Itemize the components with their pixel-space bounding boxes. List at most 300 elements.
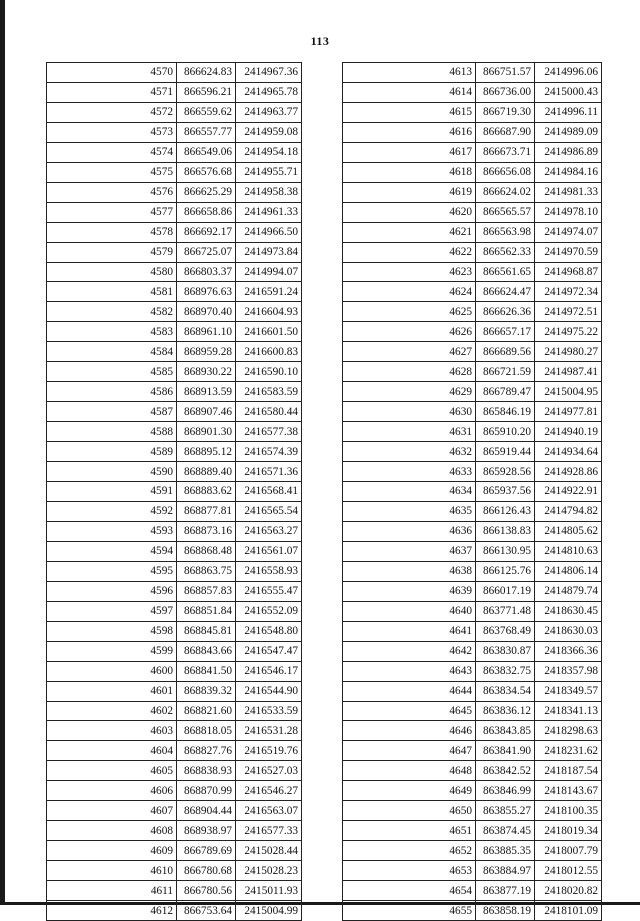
table-row <box>47 222 302 242</box>
table-row <box>343 621 602 641</box>
x-coordinate-cell: 865910.20 <box>476 422 535 442</box>
x-coordinate-cell: 866559.62 <box>177 102 236 122</box>
table-row <box>47 641 302 661</box>
table-row <box>343 262 602 282</box>
table-row <box>343 162 602 182</box>
table-row <box>343 402 602 422</box>
table-row <box>343 482 602 502</box>
x-coordinate-cell: 868827.76 <box>177 741 236 761</box>
y-coordinate-cell: 2416546.17 <box>236 661 302 681</box>
table-row <box>343 761 602 781</box>
table-row <box>343 322 602 342</box>
table-row <box>47 621 302 641</box>
y-coordinate-cell: 2416544.90 <box>236 681 302 701</box>
point-number-cell: 4653 <box>343 861 476 881</box>
table-row <box>343 362 602 382</box>
table-row <box>47 422 302 442</box>
y-coordinate-cell: 2416531.28 <box>236 721 302 741</box>
point-number-cell: 4579 <box>47 242 177 262</box>
y-coordinate-cell: 2418020.82 <box>535 881 602 901</box>
y-coordinate-cell: 2414978.10 <box>535 202 602 222</box>
x-coordinate-cell: 866563.98 <box>476 222 535 242</box>
point-number-cell: 4646 <box>343 721 476 741</box>
x-coordinate-cell: 865937.56 <box>476 482 535 502</box>
point-number-cell: 4578 <box>47 222 177 242</box>
point-number-cell: 4587 <box>47 402 177 422</box>
y-coordinate-cell: 2416600.83 <box>236 342 302 362</box>
table-row <box>343 222 602 242</box>
table-row <box>343 601 602 621</box>
table-row <box>343 541 602 561</box>
point-number-cell: 4634 <box>343 482 476 502</box>
point-number-cell: 4630 <box>343 402 476 422</box>
point-number-cell: 4636 <box>343 521 476 541</box>
x-coordinate-cell: 866565.57 <box>476 202 535 222</box>
point-number-cell: 4631 <box>343 422 476 442</box>
table-row <box>47 781 302 801</box>
point-number-cell: 4616 <box>343 122 476 142</box>
x-coordinate-cell: 868863.75 <box>177 561 236 581</box>
y-coordinate-cell: 2416604.93 <box>236 302 302 322</box>
table-row <box>343 641 602 661</box>
x-coordinate-cell: 863884.97 <box>476 861 535 881</box>
x-coordinate-cell: 865919.44 <box>476 442 535 462</box>
x-coordinate-cell: 863841.90 <box>476 741 535 761</box>
x-coordinate-cell: 866673.71 <box>476 142 535 162</box>
point-number-cell: 4625 <box>343 302 476 322</box>
point-number-cell: 4648 <box>343 761 476 781</box>
point-number-cell: 4599 <box>47 641 177 661</box>
table-row <box>47 861 302 881</box>
x-coordinate-cell: 866562.33 <box>476 242 535 262</box>
table-row <box>343 521 602 541</box>
y-coordinate-cell: 2414955.71 <box>236 162 302 182</box>
point-number-cell: 4575 <box>47 162 177 182</box>
x-coordinate-cell: 868895.12 <box>177 442 236 462</box>
y-coordinate-cell: 2414940.19 <box>535 422 602 442</box>
table-row <box>47 102 302 122</box>
table-row <box>343 102 602 122</box>
x-coordinate-cell: 868913.59 <box>177 382 236 402</box>
x-coordinate-cell: 868839.32 <box>177 681 236 701</box>
table-row <box>343 182 602 202</box>
y-coordinate-cell: 2416561.07 <box>236 541 302 561</box>
y-coordinate-cell: 2416563.07 <box>236 801 302 821</box>
table-row <box>47 761 302 781</box>
x-coordinate-cell: 866625.29 <box>177 182 236 202</box>
table-row <box>47 741 302 761</box>
y-coordinate-cell: 2418101.09 <box>535 901 602 921</box>
table-row <box>343 82 602 102</box>
point-number-cell: 4597 <box>47 601 177 621</box>
point-number-cell: 4612 <box>47 901 177 921</box>
x-coordinate-cell: 866656.08 <box>476 162 535 182</box>
x-coordinate-cell: 866624.83 <box>177 63 236 83</box>
y-coordinate-cell: 2416533.59 <box>236 701 302 721</box>
y-coordinate-cell: 2414968.87 <box>535 262 602 282</box>
table-row <box>47 382 302 402</box>
point-number-cell: 4624 <box>343 282 476 302</box>
table-row <box>47 601 302 621</box>
y-coordinate-cell: 2415028.44 <box>236 841 302 861</box>
point-number-cell: 4627 <box>343 342 476 362</box>
table-row <box>47 122 302 142</box>
y-coordinate-cell: 2418349.57 <box>535 681 602 701</box>
y-coordinate-cell: 2415028.23 <box>236 861 302 881</box>
point-number-cell: 4642 <box>343 641 476 661</box>
point-number-cell: 4645 <box>343 701 476 721</box>
x-coordinate-cell: 866789.47 <box>476 382 535 402</box>
page-number: 113 <box>310 34 330 48</box>
y-coordinate-cell: 2414928.86 <box>535 462 602 482</box>
x-coordinate-cell: 863834.54 <box>476 681 535 701</box>
x-coordinate-cell: 866658.86 <box>177 202 236 222</box>
y-coordinate-cell: 2414961.33 <box>236 202 302 222</box>
point-number-cell: 4611 <box>47 881 177 901</box>
point-number-cell: 4582 <box>47 302 177 322</box>
table-row <box>47 501 302 521</box>
x-coordinate-cell: 868868.48 <box>177 541 236 561</box>
table-row <box>47 462 302 482</box>
x-coordinate-cell: 866557.77 <box>177 122 236 142</box>
x-coordinate-cell: 866017.19 <box>476 581 535 601</box>
table-row <box>47 482 302 502</box>
coordinates-table-right <box>342 62 602 921</box>
x-coordinate-cell: 868841.50 <box>177 661 236 681</box>
y-coordinate-cell: 2418100.35 <box>535 801 602 821</box>
y-coordinate-cell: 2416601.50 <box>236 322 302 342</box>
x-coordinate-cell: 866780.56 <box>177 881 236 901</box>
point-number-cell: 4655 <box>343 901 476 921</box>
x-coordinate-cell: 868904.44 <box>177 801 236 821</box>
point-number-cell: 4623 <box>343 262 476 282</box>
x-coordinate-cell: 866721.59 <box>476 362 535 382</box>
point-number-cell: 4605 <box>47 761 177 781</box>
y-coordinate-cell: 2414996.11 <box>535 102 602 122</box>
table-row <box>47 162 302 182</box>
y-coordinate-cell: 2414963.77 <box>236 102 302 122</box>
x-coordinate-cell: 866751.57 <box>476 63 535 83</box>
y-coordinate-cell: 2418231.62 <box>535 741 602 761</box>
point-number-cell: 4613 <box>343 63 476 83</box>
y-coordinate-cell: 2414922.91 <box>535 482 602 502</box>
table-row <box>343 841 602 861</box>
y-coordinate-cell: 2414970.59 <box>535 242 602 262</box>
y-coordinate-cell: 2418012.55 <box>535 861 602 881</box>
point-number-cell: 4638 <box>343 561 476 581</box>
point-number-cell: 4589 <box>47 442 177 462</box>
point-number-cell: 4628 <box>343 362 476 382</box>
y-coordinate-cell: 2416552.09 <box>236 601 302 621</box>
y-coordinate-cell: 2414805.62 <box>535 521 602 541</box>
x-coordinate-cell: 863843.85 <box>476 721 535 741</box>
point-number-cell: 4650 <box>343 801 476 821</box>
point-number-cell: 4591 <box>47 482 177 502</box>
point-number-cell: 4614 <box>343 82 476 102</box>
table-row <box>343 821 602 841</box>
table-row <box>343 302 602 322</box>
x-coordinate-cell: 868901.30 <box>177 422 236 442</box>
scan-left-edge <box>0 0 5 905</box>
x-coordinate-cell: 865846.19 <box>476 402 535 422</box>
x-coordinate-cell: 866719.30 <box>476 102 535 122</box>
x-coordinate-cell: 866561.65 <box>476 262 535 282</box>
y-coordinate-cell: 2414806.14 <box>535 561 602 581</box>
y-coordinate-cell: 2414981.33 <box>535 182 602 202</box>
y-coordinate-cell: 2416563.27 <box>236 521 302 541</box>
y-coordinate-cell: 2414994.07 <box>236 262 302 282</box>
x-coordinate-cell: 865928.56 <box>476 462 535 482</box>
point-number-cell: 4649 <box>343 781 476 801</box>
point-number-cell: 4572 <box>47 102 177 122</box>
table-row <box>47 881 302 901</box>
table-row <box>47 302 302 322</box>
table-row <box>47 402 302 422</box>
point-number-cell: 4581 <box>47 282 177 302</box>
point-number-cell: 4598 <box>47 621 177 641</box>
point-number-cell: 4620 <box>343 202 476 222</box>
y-coordinate-cell: 2416568.41 <box>236 482 302 502</box>
table-row <box>47 581 302 601</box>
x-coordinate-cell: 866138.83 <box>476 521 535 541</box>
point-number-cell: 4651 <box>343 821 476 841</box>
x-coordinate-cell: 868873.16 <box>177 521 236 541</box>
point-number-cell: 4639 <box>343 581 476 601</box>
table-row <box>47 442 302 462</box>
y-coordinate-cell: 2418019.34 <box>535 821 602 841</box>
table-row <box>47 63 302 83</box>
y-coordinate-cell: 2416574.39 <box>236 442 302 462</box>
x-coordinate-cell: 868970.40 <box>177 302 236 322</box>
y-coordinate-cell: 2418630.45 <box>535 601 602 621</box>
x-coordinate-cell: 868961.10 <box>177 322 236 342</box>
y-coordinate-cell: 2414977.81 <box>535 402 602 422</box>
point-number-cell: 4615 <box>343 102 476 122</box>
y-coordinate-cell: 2414980.27 <box>535 342 602 362</box>
x-coordinate-cell: 868976.63 <box>177 282 236 302</box>
x-coordinate-cell: 868930.22 <box>177 362 236 382</box>
table-row <box>47 182 302 202</box>
y-coordinate-cell: 2416580.44 <box>236 402 302 422</box>
table-row <box>47 661 302 681</box>
y-coordinate-cell: 2415004.99 <box>236 901 302 921</box>
y-coordinate-cell: 2414967.36 <box>236 63 302 83</box>
x-coordinate-cell: 863830.87 <box>476 641 535 661</box>
y-coordinate-cell: 2415000.43 <box>535 82 602 102</box>
y-coordinate-cell: 2418007.79 <box>535 841 602 861</box>
point-number-cell: 4621 <box>343 222 476 242</box>
point-number-cell: 4629 <box>343 382 476 402</box>
table-row <box>343 63 602 83</box>
y-coordinate-cell: 2418630.03 <box>535 621 602 641</box>
y-coordinate-cell: 2414934.64 <box>535 442 602 462</box>
point-number-cell: 4633 <box>343 462 476 482</box>
table-row <box>47 142 302 162</box>
table-row <box>343 861 602 881</box>
x-coordinate-cell: 866687.90 <box>476 122 535 142</box>
y-coordinate-cell: 2415004.95 <box>535 382 602 402</box>
table-row <box>343 721 602 741</box>
x-coordinate-cell: 863874.45 <box>476 821 535 841</box>
x-coordinate-cell: 866803.37 <box>177 262 236 282</box>
point-number-cell: 4607 <box>47 801 177 821</box>
table-row <box>343 442 602 462</box>
table-row <box>343 282 602 302</box>
x-coordinate-cell: 868821.60 <box>177 701 236 721</box>
point-number-cell: 4571 <box>47 82 177 102</box>
x-coordinate-cell: 863842.52 <box>476 761 535 781</box>
point-number-cell: 4632 <box>343 442 476 462</box>
x-coordinate-cell: 866130.95 <box>476 541 535 561</box>
x-coordinate-cell: 866789.69 <box>177 841 236 861</box>
x-coordinate-cell: 866753.64 <box>177 901 236 921</box>
table-row <box>47 262 302 282</box>
x-coordinate-cell: 866692.17 <box>177 222 236 242</box>
x-coordinate-cell: 863885.35 <box>476 841 535 861</box>
table-row <box>47 561 302 581</box>
y-coordinate-cell: 2416519.76 <box>236 741 302 761</box>
table-row <box>343 142 602 162</box>
x-coordinate-cell: 866736.00 <box>476 82 535 102</box>
x-coordinate-cell: 868889.40 <box>177 462 236 482</box>
point-number-cell: 4626 <box>343 322 476 342</box>
point-number-cell: 4594 <box>47 541 177 561</box>
y-coordinate-cell: 2415011.93 <box>236 881 302 901</box>
point-number-cell: 4576 <box>47 182 177 202</box>
table-body-left <box>47 63 302 921</box>
point-number-cell: 4610 <box>47 861 177 881</box>
y-coordinate-cell: 2414987.41 <box>535 362 602 382</box>
point-number-cell: 4574 <box>47 142 177 162</box>
table-row <box>343 681 602 701</box>
point-number-cell: 4644 <box>343 681 476 701</box>
point-number-cell: 4635 <box>343 501 476 521</box>
y-coordinate-cell: 2414879.74 <box>535 581 602 601</box>
y-coordinate-cell: 2418143.67 <box>535 781 602 801</box>
point-number-cell: 4604 <box>47 741 177 761</box>
table-row <box>343 501 602 521</box>
point-number-cell: 4573 <box>47 122 177 142</box>
y-coordinate-cell: 2416590.10 <box>236 362 302 382</box>
point-number-cell: 4608 <box>47 821 177 841</box>
point-number-cell: 4570 <box>47 63 177 83</box>
table-row <box>343 901 602 921</box>
y-coordinate-cell: 2416577.38 <box>236 422 302 442</box>
table-row <box>343 661 602 681</box>
point-number-cell: 4622 <box>343 242 476 262</box>
point-number-cell: 4609 <box>47 841 177 861</box>
point-number-cell: 4654 <box>343 881 476 901</box>
x-coordinate-cell: 868857.83 <box>177 581 236 601</box>
y-coordinate-cell: 2416548.80 <box>236 621 302 641</box>
point-number-cell: 4585 <box>47 362 177 382</box>
point-number-cell: 4602 <box>47 701 177 721</box>
x-coordinate-cell: 868851.84 <box>177 601 236 621</box>
x-coordinate-cell: 863877.19 <box>476 881 535 901</box>
x-coordinate-cell: 868907.46 <box>177 402 236 422</box>
x-coordinate-cell: 863855.27 <box>476 801 535 821</box>
y-coordinate-cell: 2418366.36 <box>535 641 602 661</box>
table-row <box>343 881 602 901</box>
point-number-cell: 4590 <box>47 462 177 482</box>
x-coordinate-cell: 866596.21 <box>177 82 236 102</box>
x-coordinate-cell: 866626.36 <box>476 302 535 322</box>
x-coordinate-cell: 863836.12 <box>476 701 535 721</box>
x-coordinate-cell: 866624.47 <box>476 282 535 302</box>
point-number-cell: 4643 <box>343 661 476 681</box>
point-number-cell: 4637 <box>343 541 476 561</box>
table-row <box>343 422 602 442</box>
table-row <box>47 821 302 841</box>
point-number-cell: 4601 <box>47 681 177 701</box>
y-coordinate-cell: 2416577.33 <box>236 821 302 841</box>
x-coordinate-cell: 866624.02 <box>476 182 535 202</box>
x-coordinate-cell: 868870.99 <box>177 781 236 801</box>
table-body-right <box>343 63 602 921</box>
point-number-cell: 4584 <box>47 342 177 362</box>
y-coordinate-cell: 2414996.06 <box>535 63 602 83</box>
x-coordinate-cell: 866657.17 <box>476 322 535 342</box>
y-coordinate-cell: 2414989.09 <box>535 122 602 142</box>
x-coordinate-cell: 863832.75 <box>476 661 535 681</box>
point-number-cell: 4595 <box>47 561 177 581</box>
table-row <box>343 701 602 721</box>
table-row <box>343 202 602 222</box>
table-row <box>343 242 602 262</box>
x-coordinate-cell: 866725.07 <box>177 242 236 262</box>
y-coordinate-cell: 2418341.13 <box>535 701 602 721</box>
table-row <box>47 362 302 382</box>
x-coordinate-cell: 866780.68 <box>177 861 236 881</box>
y-coordinate-cell: 2418187.54 <box>535 761 602 781</box>
point-number-cell: 4619 <box>343 182 476 202</box>
y-coordinate-cell: 2416591.24 <box>236 282 302 302</box>
y-coordinate-cell: 2416565.54 <box>236 501 302 521</box>
y-coordinate-cell: 2414973.84 <box>236 242 302 262</box>
x-coordinate-cell: 863768.49 <box>476 621 535 641</box>
y-coordinate-cell: 2416547.47 <box>236 641 302 661</box>
point-number-cell: 4596 <box>47 581 177 601</box>
point-number-cell: 4606 <box>47 781 177 801</box>
point-number-cell: 4600 <box>47 661 177 681</box>
table-row <box>47 322 302 342</box>
point-number-cell: 4652 <box>343 841 476 861</box>
y-coordinate-cell: 2414984.16 <box>535 162 602 182</box>
y-coordinate-cell: 2416527.03 <box>236 761 302 781</box>
x-coordinate-cell: 868883.62 <box>177 482 236 502</box>
point-number-cell: 4641 <box>343 621 476 641</box>
table-row <box>47 841 302 861</box>
point-number-cell: 4617 <box>343 142 476 162</box>
x-coordinate-cell: 866689.56 <box>476 342 535 362</box>
point-number-cell: 4586 <box>47 382 177 402</box>
table-row <box>47 342 302 362</box>
point-number-cell: 4618 <box>343 162 476 182</box>
y-coordinate-cell: 2414986.89 <box>535 142 602 162</box>
table-row <box>343 581 602 601</box>
x-coordinate-cell: 866125.76 <box>476 561 535 581</box>
y-coordinate-cell: 2416555.47 <box>236 581 302 601</box>
table-row <box>47 82 302 102</box>
table-row <box>343 781 602 801</box>
table-row <box>47 721 302 741</box>
y-coordinate-cell: 2414954.18 <box>236 142 302 162</box>
table-row <box>47 801 302 821</box>
x-coordinate-cell: 866549.06 <box>177 142 236 162</box>
point-number-cell: 4640 <box>343 601 476 621</box>
x-coordinate-cell: 868818.05 <box>177 721 236 741</box>
table-row <box>47 681 302 701</box>
